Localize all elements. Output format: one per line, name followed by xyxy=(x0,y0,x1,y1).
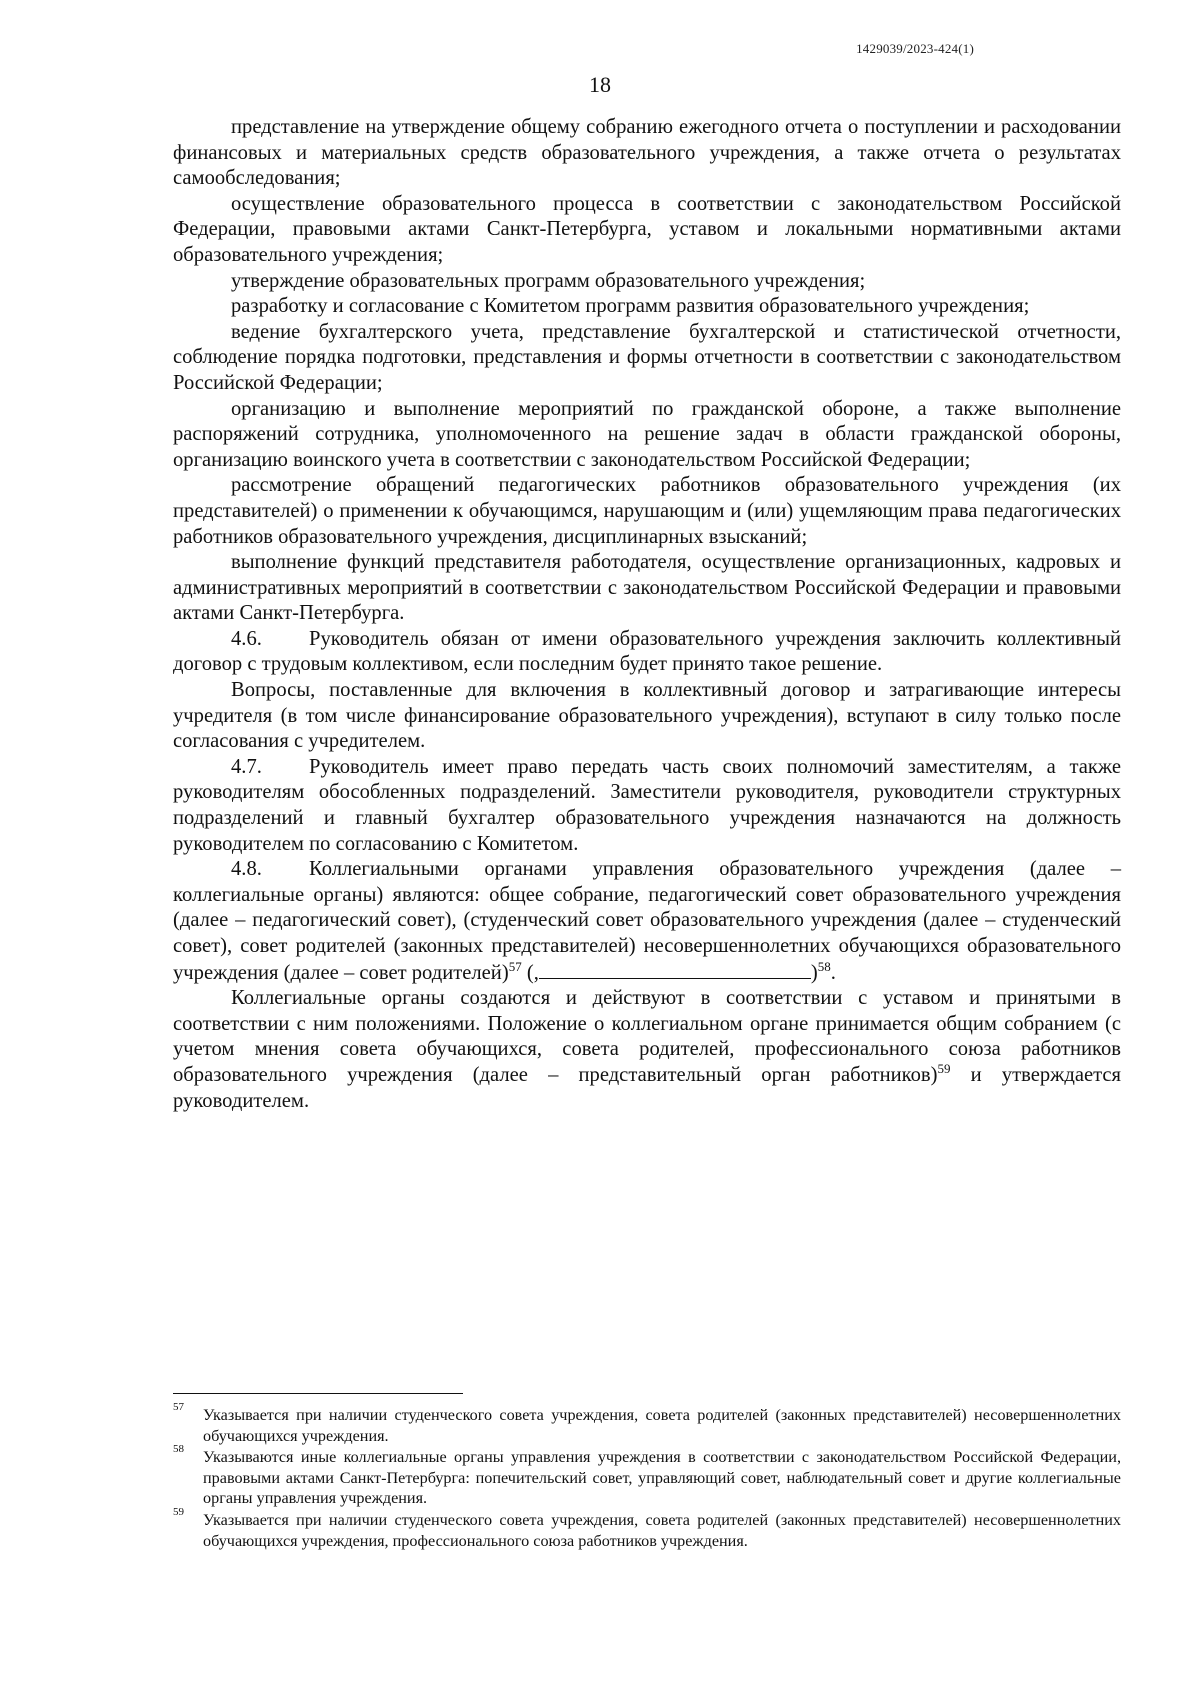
closing-paren: ) xyxy=(810,961,818,984)
paragraph: Вопросы, поставленные для включения в коллективный договор и затрагивающие интересы учредителя (в том числе финансирование образовательного учреждения), вступают в силу только после согласования с учредителем. xyxy=(173,679,1121,753)
section-text: Коллегиальными органами управления образовательного учреждения (далее – коллегиальные органы) являются: общее собрание, педагогический совет образовательного учреждения (далее – педагогический совет), (студенческий совет образовательного учреждения (далее – студенческий совет), совет родителей (законных представителей) несовершеннолетних обучающихся образовательного учреждения (далее – совет родителей) xyxy=(173,858,1121,984)
section-4-6 xyxy=(173,627,1121,678)
section-4-7 xyxy=(173,755,1121,857)
footnote-ref[interactable]: 58 xyxy=(817,958,831,974)
paragraph: организацию и выполнение мероприятий по гражданской обороне, а также выполнение распоряжений сотрудника, уполномоченного на решение задач в области гражданской обороны, организацию воинского учета в соответствии с законодательством Российской Федерации; xyxy=(173,397,1121,471)
blank-fill-line xyxy=(539,960,811,979)
section-text-mid: (, xyxy=(521,961,539,984)
paragraph-text-end: и утверждается руководителем. xyxy=(173,1063,1121,1112)
footnote xyxy=(173,1401,1121,1446)
section-number: 4.6. xyxy=(231,627,262,650)
footnote xyxy=(173,1443,1121,1509)
footnote-ref[interactable]: 57 xyxy=(508,958,522,974)
footnote-ref[interactable]: 59 xyxy=(937,1061,951,1077)
footnote-mark: 57 xyxy=(173,1401,184,1413)
section-number: 4.7. xyxy=(231,755,262,778)
document-number: 1429039/2023-424(1) xyxy=(856,41,974,56)
section-text: Руководитель обязан от имени образовательного учреждения заключить коллективный договор с трудовым коллективом, если последним будет принято такое решение. xyxy=(173,627,1121,676)
section-text: Руководитель имеет право передать часть своих полномочий заместителям, а также руководителям обособленных подразделений. Заместители руководителя, руководители структурных подразделений и главный бухгалтер образовательного учреждения назначаются на должность руководителем по согласованию с Комитетом. xyxy=(173,755,1121,855)
section-text-end: . xyxy=(830,961,836,984)
paragraph: ведение бухгалтерского учета, представление бухгалтерской и статистической отчетности, соблюдение порядка подготовки, представления и формы отчетности в соответствии с законодательством Российской Федерации; xyxy=(173,320,1121,394)
footnote-text: Указывается при наличии студенческого совета учреждения, совета родителей (законных представителей) несовершеннолетних обучающихся учреждения. xyxy=(203,1406,1121,1445)
paragraph xyxy=(173,986,1121,1114)
footnote-text: Указываются иные коллегиальные органы управления учреждения в соответствии с законодательством Российской Федерации, правовыми актами Санкт-Петербурга: попечительский совет, управляющий совет, наблюдательный совет и другие коллегиальные органы управления учреждения. xyxy=(203,1448,1121,1508)
section-4-8 xyxy=(173,857,1121,986)
paragraph: рассмотрение обращений педагогических работников образовательного учреждения (их представителей) о применении к обучающимся, нарушающим и (или) ущемляющим права педагогических работников образовательного учреждения, дисциплинарных взысканий; xyxy=(173,474,1121,548)
paragraph: утверждение образовательных программ образовательного учреждения; xyxy=(231,269,866,292)
page-number: 18 xyxy=(589,72,611,97)
paragraph: представление на утверждение общему собранию ежегодного отчета о поступлении и расходовании финансовых и материальных средств образовательного учреждения, а также отчета о результатах самообследования; xyxy=(173,116,1121,190)
footnote-mark: 59 xyxy=(173,1505,184,1518)
paragraph-text: Коллегиальные органы создаются и действуют в соответствии с уставом и принятыми в соответствии с ним положениями. Положение о коллегиальном органе принимается общим собранием (с учетом мнения совета обучающихся, совета родителей, профессионального союза работников образовательного учреждения (далее – представительный орган работников) xyxy=(173,987,1121,1086)
footnotes xyxy=(173,1401,1121,1552)
document-body xyxy=(173,115,1121,1114)
paragraph: разработку и согласование с Комитетом программ развития образовательного учреждения; xyxy=(231,295,1030,318)
paragraph: выполнение функций представителя работодателя, осуществление организационных, кадровых и административных мероприятий в соответствии с законодательством Российской Федерации и правовыми актами Санкт-Петербурга. xyxy=(173,551,1121,625)
paragraph: осуществление образовательного процесса в соответствии с законодательством Российской Федерации, правовыми актами Санкт-Петербурга, уставом и локальными нормативными актами образовательного учреждения; xyxy=(173,192,1121,266)
footnote-text: Указывается при наличии студенческого совета учреждения, совета родителей (законных представителей) несовершеннолетних обучающихся учреждения, профессионального союза работников учреждения. xyxy=(203,1510,1121,1550)
footnote-divider xyxy=(173,1393,463,1394)
section-number: 4.8. xyxy=(231,858,262,881)
footnote xyxy=(173,1505,1121,1551)
footnote-mark: 58 xyxy=(173,1443,184,1456)
